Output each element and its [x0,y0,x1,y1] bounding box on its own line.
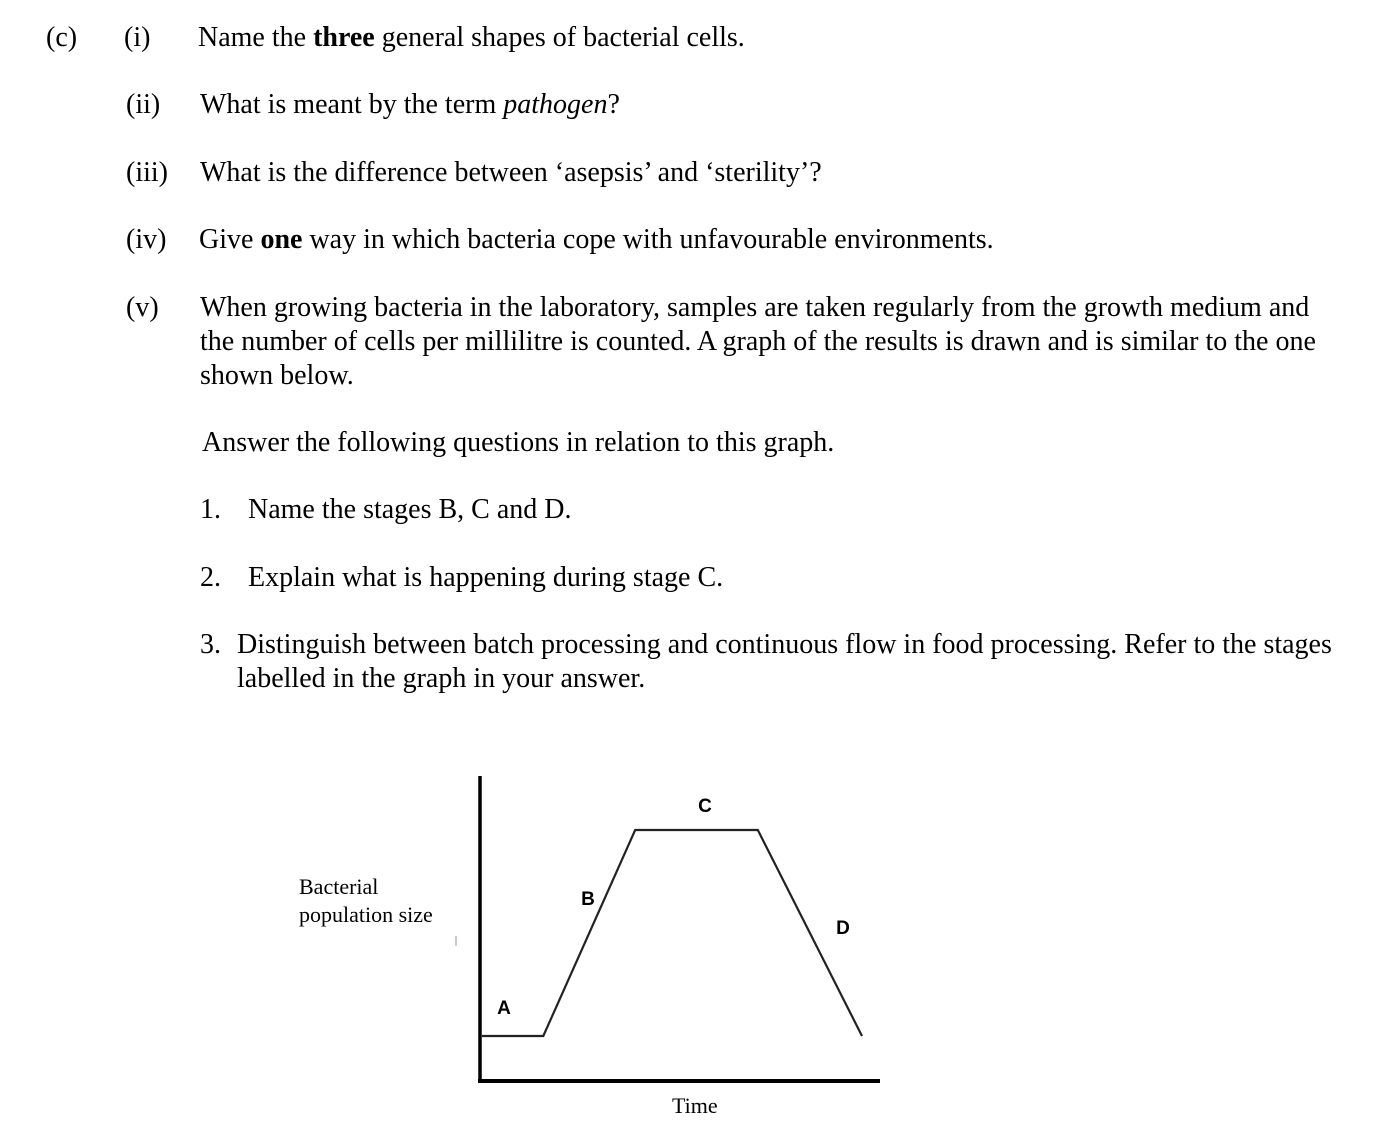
question-iv-text-a: Give [199,224,261,255]
growth-curve-line [482,830,862,1036]
stage-label-d: D [836,918,850,939]
item-number-v: (v) [126,292,159,323]
question-i-text-b: general shapes of bacterial cells. [374,22,745,53]
subquestion-2: Explain what is happening during stage C. [248,562,724,593]
subquestion-number-2: 2. [200,562,221,593]
question-iv-bold: one [260,224,303,255]
y-axis-label: Bacterial population size [299,874,433,927]
answer-intro: Answer the following questions in relation to this graph. [202,427,835,458]
item-number-ii: (ii) [126,89,161,120]
question-ii-text-b: ? [607,89,620,120]
question-v: When growing bacteria in the laboratory, samples are taken regularly from the growth medium and the number of cells per millilitre is counted. A graph of the results is drawn and is similar to the one shown below. [200,292,1316,391]
item-number-iii: (iii) [126,157,168,188]
question-ii-italic: pathogen [503,89,608,120]
item-number-i: (i) [124,22,151,53]
question-iv-text-b: way in which bacteria cope with unfavourable environments. [302,224,994,255]
part-label: (c) [46,22,78,53]
subquestion-1: Name the stages B, C and D. [248,494,572,525]
question-iii: What is the difference between ‘asepsis’ and ‘sterility’? [200,157,822,188]
question-i-bold: three [313,22,375,53]
question-ii-text-a: What is meant by the term [200,89,504,120]
subquestion-number-3: 3. [200,629,221,660]
question-i-text-a: Name the [198,22,314,53]
item-number-iv: (iv) [126,224,167,255]
stage-label-b: B [581,889,595,910]
x-axis-label: Time [672,1093,718,1118]
stage-label-c: C [698,796,712,817]
subquestion-number-1: 1. [200,494,221,525]
stage-label-a: A [497,998,511,1019]
subquestion-3: Distinguish between batch processing and continuous flow in food processing. Refer to the stages labelled in the graph in your answer. [237,629,1332,694]
